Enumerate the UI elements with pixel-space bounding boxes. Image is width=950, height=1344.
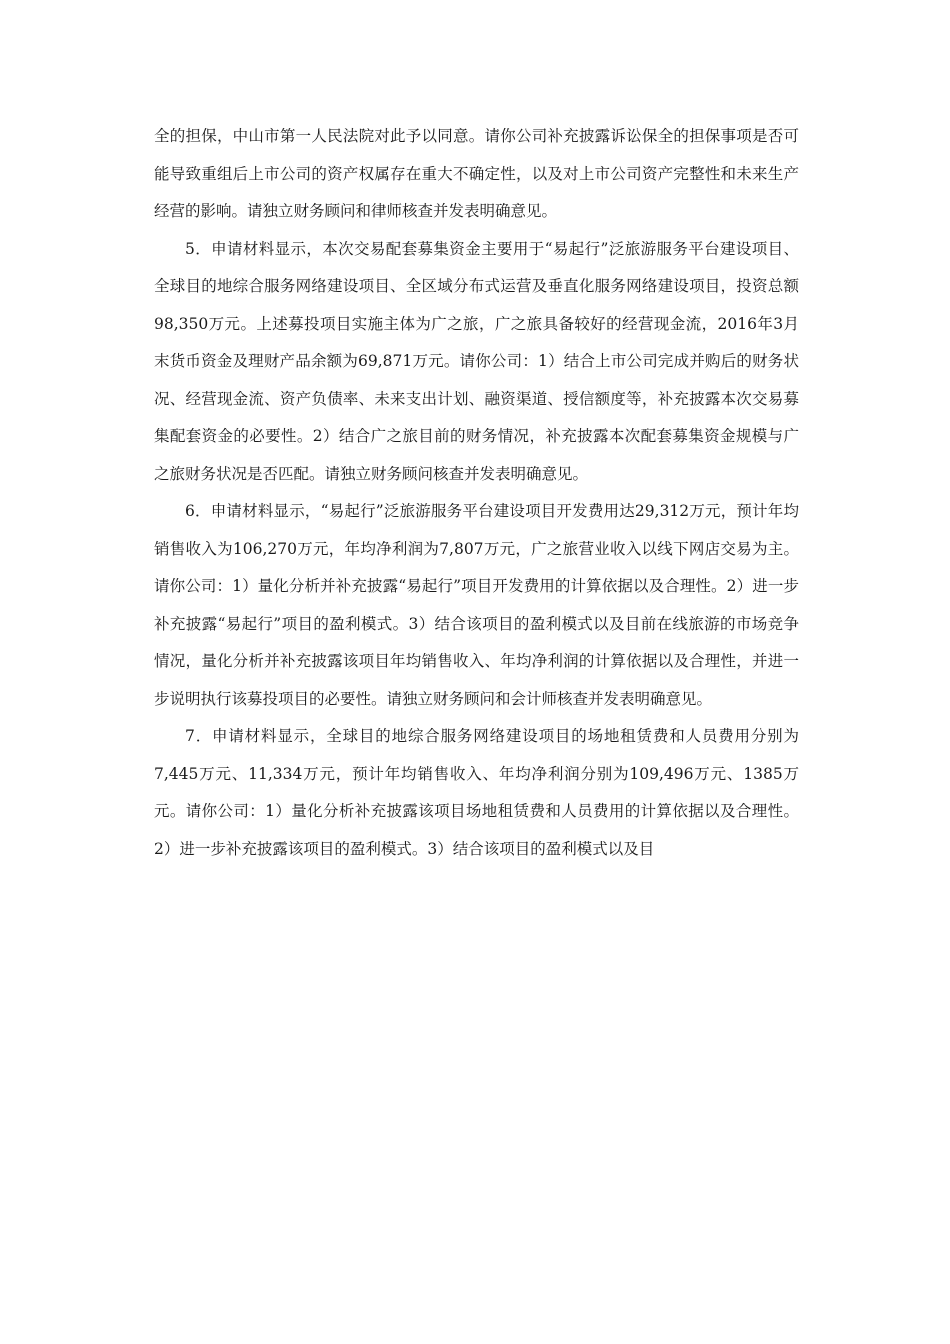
paragraph-continuation: 全的担保，中山市第一人民法院对此予以同意。请你公司补充披露诉讼保全的担保事项是否可能导致重组后上市公司的资产权属存在重大不确定性，以及对上市公司资产完整性和未来生产经营的影响。请独立财务顾问和律师核查并发表明确意见。 [154,127,799,220]
paragraph-item-5: 5．申请材料显示，本次交易配套募集资金主要用于“易起行”泛旅游服务平台建设项目、全球目的地综合服务网络建设项目、全区域分布式运营及垂直化服务网络建设项目，投资总额98,350万元。上述募投项目实施主体为广之旅，广之旅具备较好的经营现金流，2016年3月末货币资金及理财产品余额为69,871万元。请你公司：1）结合上市公司完成并购后的财务状况、经营现金流、资产负债率、未来支出计划、融资渠道、授信额度等，补充披露本次交易募集配套资金的必要性。2）结合广之旅目前的财务情况，补充披露本次配套募集资金规模与广之旅财务状况是否匹配。请独立财务顾问核查并发表明确意见。 [154,239,799,483]
paragraph-item-6: 6．申请材料显示，“易起行”泛旅游服务平台建设项目开发费用达29,312万元，预计年均销售收入为106,270万元，年均净利润为7,807万元，广之旅营业收入以线下网店交易为主。请你公司：1）量化分析并补充披露“易起行”项目开发费用的计算依据以及合理性。2）进一步补充披露“易起行”项目的盈利模式。3）结合该项目的盈利模式以及目前在线旅游的市场竞争情况，量化分析并补充披露该项目年均销售收入、年均净利润的计算依据以及合理性，并进一步说明执行该募投项目的必要性。请独立财务顾问和会计师核查并发表明确意见。 [154,502,799,708]
paragraph-item-7: 7．申请材料显示，全球目的地综合服务网络建设项目的场地租赁费和人员费用分别为7,445万元、11,334万元，预计年均销售收入、年均净利润分别为109,496万元、1385万元。请你公司：1）量化分析补充披露该项目场地租赁费和人员费用的计算依据以及合理性。2）进一步补充披露该项目的盈利模式。3）结合该项目的盈利模式以及目 [154,727,799,858]
document-body [154,118,799,868]
